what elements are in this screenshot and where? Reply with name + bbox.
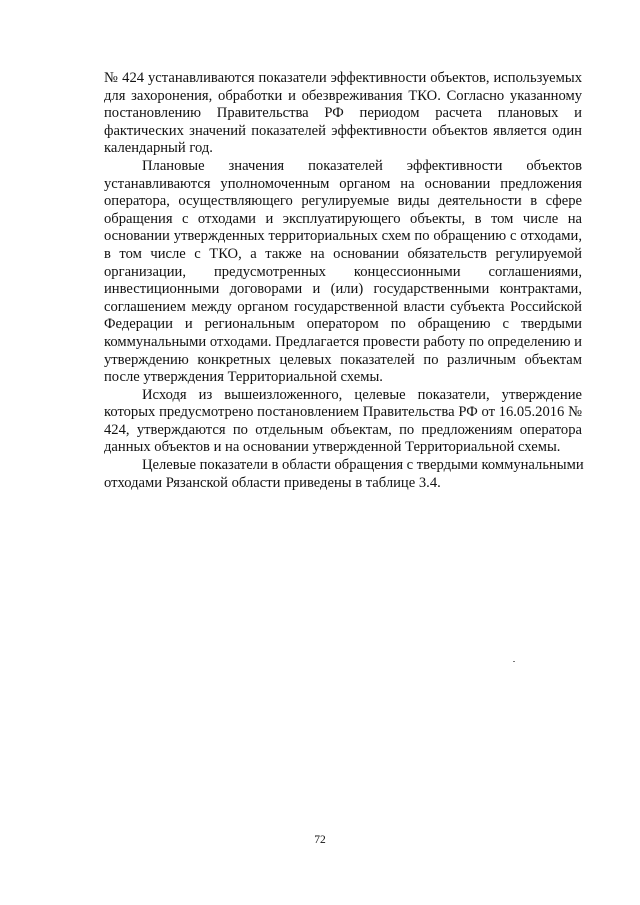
text-line: данных объектов и на основании утвержденной Территориальной схемы.	[104, 439, 561, 456]
text-line: соглашением между органом государственной власти субъекта Российской	[104, 298, 582, 315]
document-text	[104, 70, 582, 492]
text-line: утверждению конкретных целевых показателей по различным объектам	[104, 351, 582, 368]
paragraph-2	[104, 158, 582, 387]
text-line: отходами Рязанской области приведены в таблице 3.4.	[104, 474, 441, 491]
paragraph-4	[104, 457, 582, 492]
text-line: Плановые значения показателей эффективности объектов	[142, 157, 582, 174]
text-line: которых предусмотрено постановлением Правительства РФ от 16.05.2016 №	[104, 404, 582, 421]
text-line: инвестиционными договорами и (или) государственными контрактами,	[104, 281, 582, 298]
scan-speck	[513, 661, 515, 662]
text-line: для захоронения, обработки и обезвреживания ТКО. Согласно указанному	[104, 87, 582, 104]
text-line: Исходя из вышеизложенного, целевые показатели, утверждение	[142, 386, 582, 403]
text-line: в том числе с ТКО, а также на основании обязательств регулируемой	[104, 245, 582, 262]
text-line: основании утвержденных территориальных схем по обращению с отходами,	[104, 228, 582, 245]
text-line: календарный год.	[104, 140, 213, 157]
text-line: Целевые показатели в области обращения с твердыми коммунальными	[142, 457, 584, 474]
paragraph-3	[104, 387, 582, 457]
paragraph-1	[104, 70, 582, 158]
text-line: фактических значений показателей эффективности объектов является один	[104, 122, 582, 139]
text-line: 424, утверждаются по отдельным объектам, по предложениям оператора	[104, 421, 582, 438]
text-line: коммунальными отходами. Предлагается провести работу по определению и	[104, 333, 582, 350]
text-line: постановлению Правительства РФ периодом расчета плановых и	[104, 105, 582, 122]
text-line: обращения с отходами и эксплуатирующего объекты, в том числе на	[104, 210, 582, 227]
page-number: 72	[314, 834, 326, 846]
text-line: Федерации и региональным оператором по обращению с твердыми	[104, 316, 582, 333]
text-line: устанавливаются уполномоченным органом на основании предложения	[104, 175, 582, 192]
text-line: оператора, осуществляющего регулируемые виды деятельности в сфере	[104, 193, 582, 210]
text-line: организации, предусмотренных концессионными соглашениями,	[104, 263, 582, 280]
text-line: после утверждения Территориальной схемы.	[104, 369, 383, 386]
text-line: № 424 устанавливаются показатели эффективности объектов, используемых	[104, 70, 582, 86]
